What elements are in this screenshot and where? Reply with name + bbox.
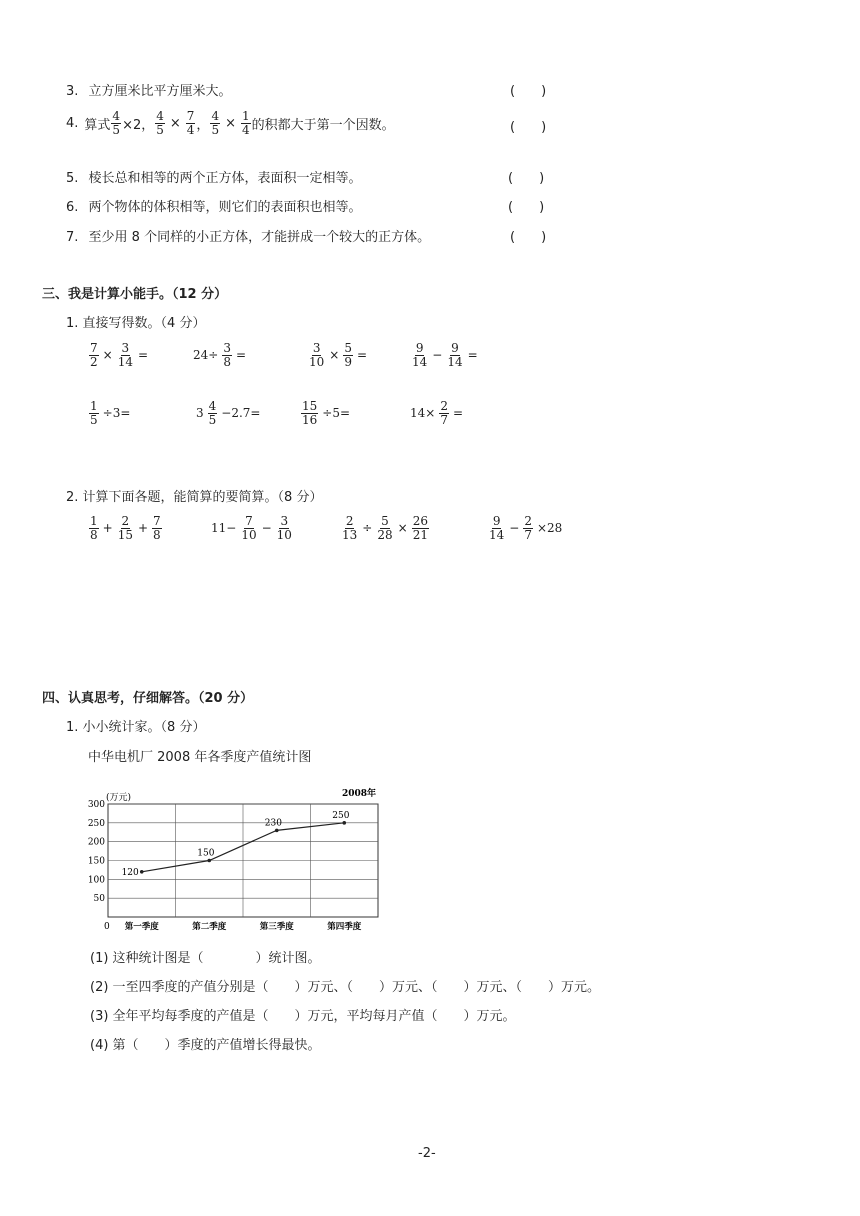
calc-expr: $\frac{1}{8}$ + $\frac{2}{15}$ + $\frac{7}{8}$ xyxy=(90,514,161,542)
y-tick-label: 200 xyxy=(87,837,105,848)
calc-expr: $\frac{7}{2}$ × $\frac{3}{14}$ = xyxy=(90,341,149,369)
item-text-pre: 算式 xyxy=(84,117,111,133)
item-number: 3. xyxy=(66,84,79,99)
item-number: 7. xyxy=(66,230,79,245)
item-number: 6. xyxy=(66,200,79,215)
origin-label: 0 xyxy=(104,922,110,932)
item-number: 5. xyxy=(66,171,79,186)
y-tick-label: 100 xyxy=(87,875,105,886)
q1-heading: 1. 直接写得数。（4 分） xyxy=(66,316,206,331)
line-chart xyxy=(80,782,400,932)
answer-paren[interactable]: ( ) xyxy=(508,171,545,186)
calc-expr: 14× $\frac{2}{7}$ = xyxy=(410,399,464,427)
chart-grid xyxy=(108,804,378,917)
fraction: $\frac{4}{5}$ xyxy=(156,109,164,137)
judge-item-3 xyxy=(66,80,232,99)
item-text-post: 的积都大于第一个因数。 xyxy=(251,117,395,133)
calc-expr: $\frac{9}{14}$ − $\frac{9}{14}$ = xyxy=(412,341,478,369)
sub-question-4: (4) 第（ ）季度的产值增长得最快。 xyxy=(90,1038,321,1053)
chart-caption: 中华电机厂 2008 年各季度产值统计图 xyxy=(88,750,312,765)
y-axis-label: (万元) xyxy=(106,793,132,803)
year-label: 2008年 xyxy=(342,789,377,799)
calc-expr: 11− $\frac{7}{10}$ − $\frac{3}{10}$ xyxy=(211,514,292,542)
calc-expr: $\frac{2}{13}$ ÷ $\frac{5}{28}$ × $\frac{26}{21}$ xyxy=(342,514,428,542)
answer-paren[interactable]: ( ) xyxy=(510,230,547,245)
sub-question-3: (3) 全年平均每季度的产值是（ ）万元，平均每月产值（ ）万元。 xyxy=(90,1009,516,1024)
expr-text: × xyxy=(169,115,181,131)
data-point xyxy=(342,821,346,825)
judge-item-6 xyxy=(66,196,362,215)
data-point xyxy=(140,870,144,874)
item-text: 至少用 8 个同样的小正方体，才能拼成一个较大的正方体。 xyxy=(88,230,431,245)
judge-item-5 xyxy=(66,167,362,186)
y-tick-label: 250 xyxy=(87,818,105,829)
item-text: 立方厘米比平方厘米大。 xyxy=(88,84,232,99)
expr-text: ， xyxy=(196,117,210,133)
calc-expr: $\frac{9}{14}$ − $\frac{2}{7}$ ×28 xyxy=(489,514,563,542)
x-tick-label: 第四季度 xyxy=(327,922,362,932)
calc-expr: 3 $\frac{4}{5}$ −2.7= xyxy=(196,399,261,427)
fraction: $\frac{7}{4}$ xyxy=(186,109,195,137)
item-text: 棱长总和相等的两个正方体，表面积一定相等。 xyxy=(88,171,362,186)
q2-heading: 2. 计算下面各题，能简算的要简算。（8 分） xyxy=(66,490,323,505)
y-tick-label: 50 xyxy=(93,894,105,905)
calc-expr: $\frac{1}{5}$ ÷3= xyxy=(90,399,131,427)
sub-question-1: (1) 这种统计图是（ ）统计图。 xyxy=(90,951,321,966)
answer-paren[interactable]: ( ) xyxy=(510,84,547,99)
data-label: 150 xyxy=(197,848,215,859)
judge-item-7 xyxy=(66,226,430,245)
x-tick-label: 第三季度 xyxy=(259,922,294,932)
data-point xyxy=(207,859,211,863)
data-label: 120 xyxy=(121,867,139,878)
section3-title: 三、我是计算小能手。（12 分） xyxy=(42,287,228,302)
calc-expr: $\frac{3}{10}$ × $\frac{5}{9}$ = xyxy=(309,341,368,369)
y-tick-label: 300 xyxy=(87,800,105,810)
section4-title: 四、认真思考，仔细解答。（20 分） xyxy=(42,691,254,706)
answer-paren[interactable]: ( ) xyxy=(510,120,547,135)
item-number: 4. xyxy=(66,115,79,131)
data-label: 230 xyxy=(264,818,282,829)
item-text: 两个物体的体积相等，则它们的表面积也相等。 xyxy=(88,200,362,215)
q1-heading: 1. 小小统计家。（8 分） xyxy=(66,720,206,735)
calc-expr: $\frac{15}{16}$ ÷5= xyxy=(302,399,351,427)
expr-text: × xyxy=(225,115,236,131)
sub-question-2: (2) 一至四季度的产值分别是（ ）万元、（ ）万元、（ ）万元、（ ）万元。 xyxy=(90,980,601,995)
data-point xyxy=(275,829,279,833)
data-label: 250 xyxy=(332,810,350,821)
fraction: $\frac{1}{4}$ xyxy=(241,109,250,137)
expr-text: ×2， xyxy=(122,117,155,133)
x-tick-label: 第一季度 xyxy=(124,922,159,932)
calc-expr: 24÷ $\frac{3}{8}$ = xyxy=(193,341,247,369)
x-tick-label: 第二季度 xyxy=(192,922,227,932)
chart-marks xyxy=(88,800,362,932)
fraction: $\frac{4}{5}$ xyxy=(112,109,121,137)
y-tick-label: 150 xyxy=(87,856,105,867)
page-number: -2- xyxy=(418,1146,436,1161)
fraction: $\frac{4}{5}$ xyxy=(211,109,220,137)
judge-item-4 xyxy=(66,110,395,136)
answer-paren[interactable]: ( ) xyxy=(508,200,545,215)
